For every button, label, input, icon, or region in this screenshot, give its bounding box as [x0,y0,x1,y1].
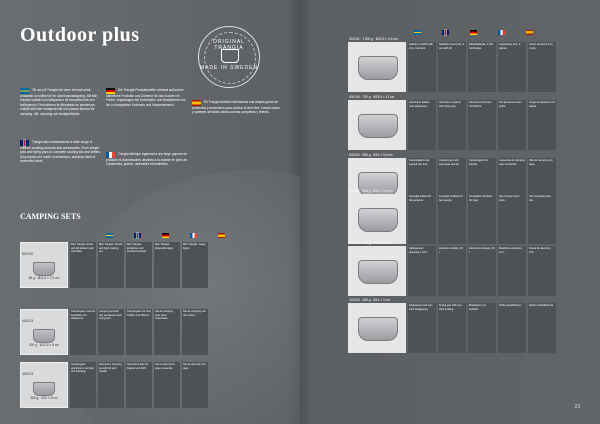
uk-flag-icon [442,30,449,35]
text-fr: Casserole de camping avec couvercle. [498,158,526,208]
text-fr: Poêle antiadhésive. [498,303,526,353]
text-es: Juego de aluminio con sartén. [528,100,556,150]
text-uk: Camping set with two saucepans and frying pan. [98,309,124,355]
spain-flag-icon [526,30,533,35]
text-fr: Set de camping avec deux casseroles. [154,309,180,355]
uk-flag-icon [134,233,141,238]
spain-flag-icon [218,233,225,238]
section-title: CAMPING SETS [20,212,81,221]
stamp-top-text: ORIGINAL TRANGIA [213,39,245,51]
uk-flag-icon [20,140,29,146]
text-es: Mini Trangia. Juego ligero. [182,242,208,288]
sweden-flag-icon [414,30,421,35]
text-se: Stekpanna med non-stick beläggning. [408,303,436,353]
product-image: 400124 420 g · Ø12,5 × 8 cm [20,309,68,355]
text-se: Mini Trangia. Enkel och lätt kokset med stormkök. [70,242,96,288]
intro-text-fr: Trangia fabrique également une large gamme de produits et d'accessoires destinés à la cuisine en plein air. Casseroles, poêles, ustensiles et bouilloires. [106,152,188,167]
product-row [348,95,556,150]
text-uk: Aluminium cookset with frying pan. [438,100,466,150]
product-image: 401423 · 380 g · Ø14 × 9 cm [348,303,406,353]
text-de: Edelstahltöpfe, 2 Stk. mit Deckel. [468,42,496,92]
text-se: Kaffepanna i aluminium, 0,6 l. [408,246,436,296]
intro-text-uk: Trangia also manufactures a wide range of outdoor cooking products and accessories. From simple pots and frying pans to complete cooking kits and kettles. All products are made of aluminium, stainless steel or enamelled steel. [20,140,101,164]
text-es: Set de aluminio con tapa. [182,362,208,408]
text-uk: Mini Trangia. Simple and light cooking set. [98,242,124,288]
product-image: 500207 · 545 g · Ø12 × 9,5 cm [348,194,406,244]
text-de: Campingset mit zwei Töpfen und Pfanne. [126,309,152,355]
intro-text-se: Till oss på Trangia hör även ett stort antal produkter och tillbehör för utomhusmatlagning. Allt från enklare kokkärl och stekpannor till kompletta kök och kaffepannor. Produkterna är tillverkade av aluminium, rostfritt stål eller emaljerat stål och passar lika bra för camping, båt, vandring och familjeutflykter. [20,88,98,116]
text-de: Aluminium-Kessel, 0,6 l. [468,246,496,296]
text-es: Set compacto para dos. [528,194,556,244]
pot-icon [221,49,239,63]
text-es: Cazos de acero inox, 2 uds. [528,42,556,92]
product-row [348,189,556,244]
product-image: 400224 · 480 g · Ø14 × 12 cm [348,246,406,296]
text-de: Kompaktes Kochset für zwei. [468,194,496,244]
text-uk: Camping pot with saucepan and lid. [438,158,466,208]
text-uk: Frying pan with non-stick coating. [438,303,466,353]
intro-text-es: En Trangia también fabricamos una amplia gama de productos y accesorios para cocinar al aire libre. Desde cazos y sartenes sencillos hasta cocinas completas y teteras. [192,100,280,115]
product-row [20,309,208,355]
text-fr: Set aluminium avec poêle. [498,100,526,150]
product-row [348,241,556,296]
text-de: Aluminium-Kochset mit Pfanne. [468,100,496,150]
france-flag-icon [498,30,505,35]
text-de: Aluminium-Set mit Deckel und Griff. [126,362,152,408]
text-uk: Compact cookset for two people. [438,194,466,244]
right-page [300,0,600,424]
text-es: Olla de camping con tapa. [528,158,556,208]
product-image: 500740 85 g · Ø11,8 × 7,5 cm [20,242,68,288]
page-title: Outdoor plus [20,24,140,46]
text-uk: Stainless steel pots, 2 pcs with lid. [438,42,466,92]
product-row [20,242,208,288]
text-fr: Set en aluminium avec couvercle. [154,362,180,408]
text-de: Bratpfanne mit Antihaft. [468,303,496,353]
sweden-flag-icon [106,233,113,238]
left-flag-row [106,233,246,238]
text-de: Mini Trangia. Einfaches und leichtes Kochset. [126,242,152,288]
text-se: Aluminium kokset med stekpanna. [408,100,436,150]
text-se: Campingset i aluminium med lock och handtag. [70,362,96,408]
text-uk: Aluminium kettle, 0.6 l. [438,246,466,296]
text-es: Tetera de aluminio, 0,6 l. [528,246,556,296]
text-fr: Bouilloire aluminium, 0,6 l. [498,246,526,296]
product-image: 400123 380 g · Ø12 × 8 cm [20,362,68,408]
made-in-sweden-stamp [198,26,260,88]
intro-text-de: Die Trangia-Produktpalette umfasst außerdem zahlreiche Produkte und Zubehör für das Kochen im Freien. Angefangen bei Kochtöpfen und Bratpfannen bis hin zu kompletten Kochsets und Wasserkesseln. [106,88,186,107]
germany-flag-icon [470,30,477,35]
product-image: 500300 · 985 g · Ø19 × 9,5 cm [348,158,406,208]
text-se: Campingset med två kastruller och stekpanna. [70,309,96,355]
text-se: Kokkärl i rostfritt stål, 2 st. med lock. [408,42,436,92]
text-es: Set de camping con dos cazos. [182,309,208,355]
text-uk: Aluminium camping set with lid and handle. [98,362,124,408]
stamp-bottom-text: MADE IN SWEDEN [199,65,259,71]
text-es: Sartén antiadherente. [528,303,556,353]
product-row [348,298,556,353]
france-flag-icon [190,233,197,238]
text-fr: Casseroles inox, 2 pièces. [498,42,526,92]
text-se: Kompakt kokset för två personer. [408,194,436,244]
right-flag-row [414,30,554,35]
germany-flag-icon [162,233,169,238]
page-number-right: 23 [574,404,580,410]
product-image: 401140 · 1 200 g · Ø20,5 × 9,5 cm [348,42,406,92]
text-fr: Set compact pour deux. [498,194,526,244]
text-fr: Mini Trangia. Ensemble léger. [154,242,180,288]
product-row [348,37,556,92]
text-se: Campingkärl med kastrull och lock. [408,158,436,208]
page-number-left: 22 [20,404,26,410]
text-de: Campingtopf mit Deckel. [468,158,496,208]
product-image: 400130 · 730 g · Ø19,5 × 12 cm [348,100,406,150]
product-row [20,362,208,408]
